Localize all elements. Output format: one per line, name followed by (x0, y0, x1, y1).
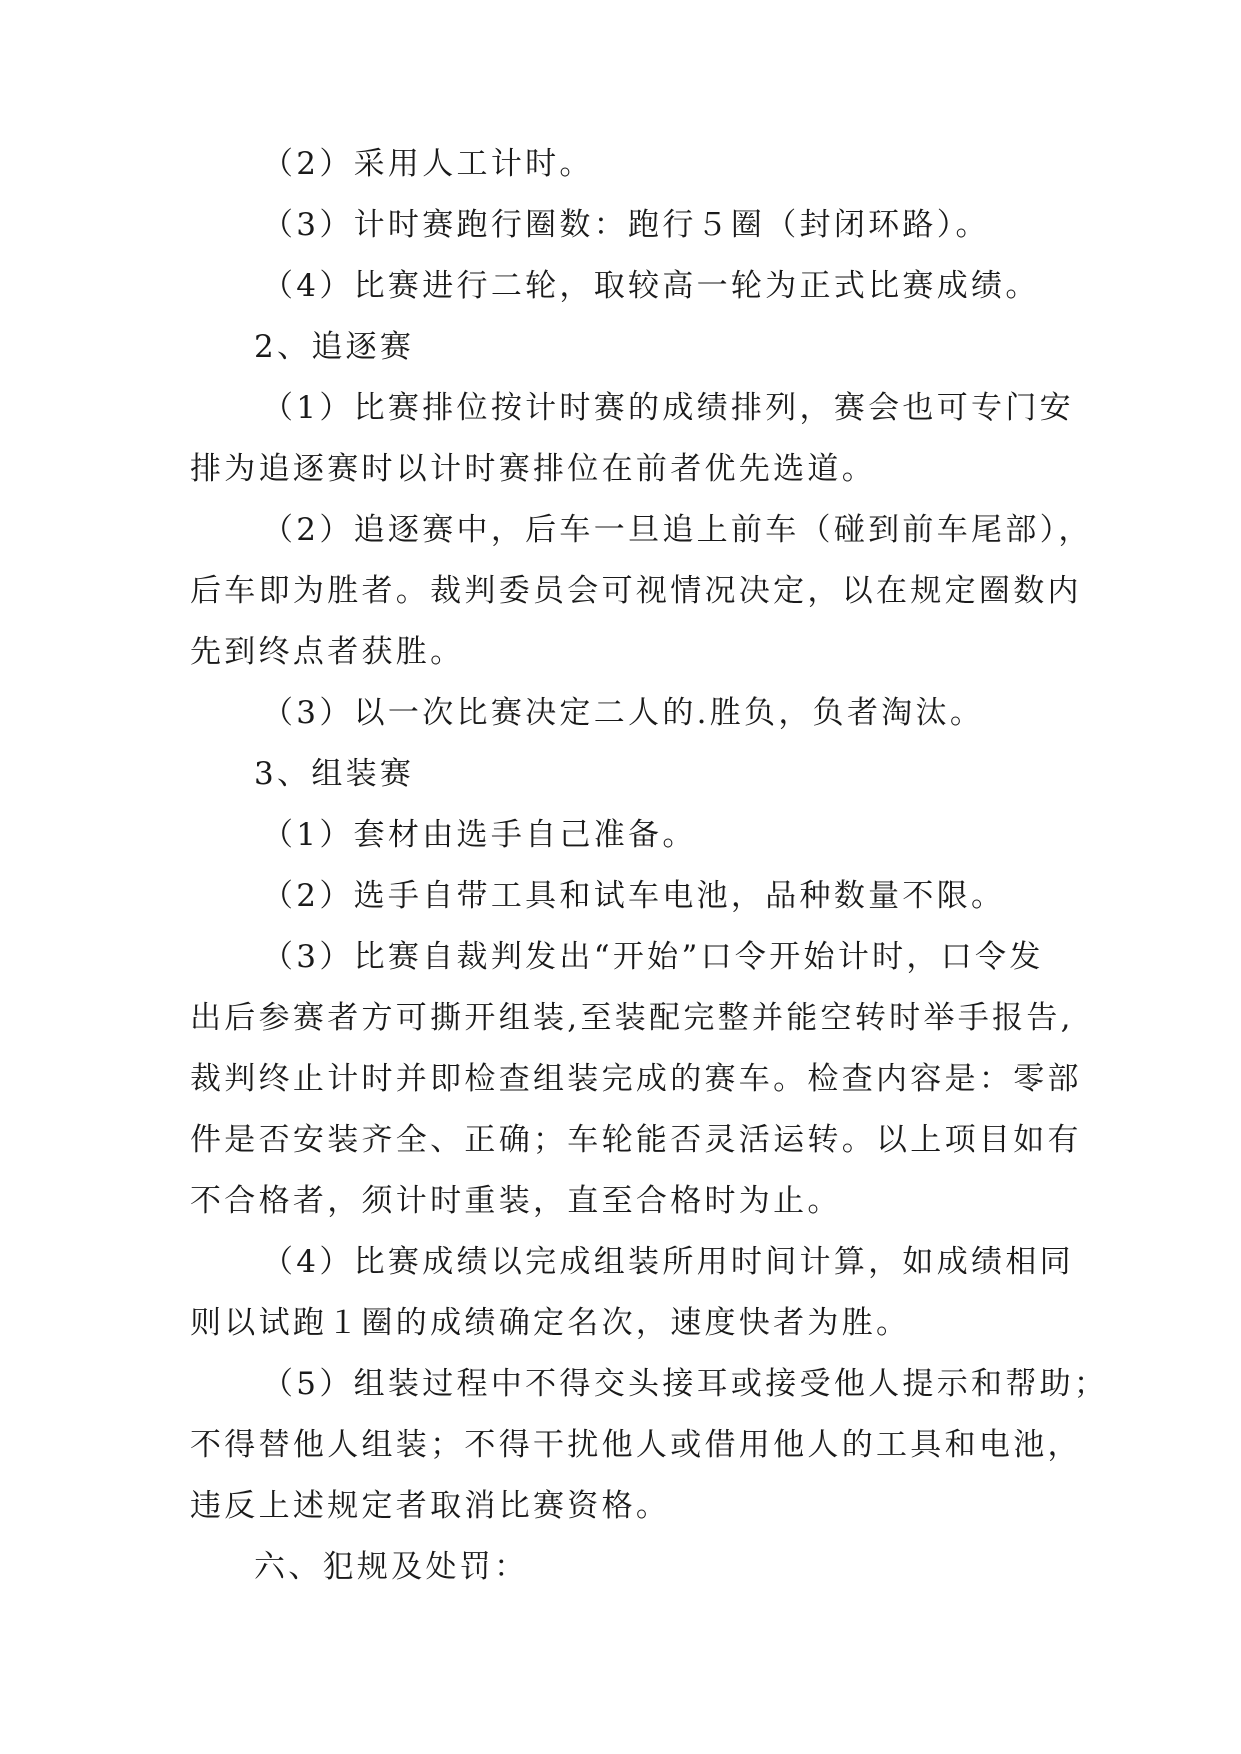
paragraph-line: （3）计时赛跑行圈数：跑行５圈（封闭环路）。 (262, 207, 990, 243)
paragraph-line: （2）追逐赛中，后车一旦追上前车（碰到前车尾部）， (262, 512, 1093, 548)
paragraph-line: 后车即为胜者。裁判委员会可视情况决定，以在规定圈数内 (190, 573, 1082, 609)
paragraph-line: 不得替他人组装；不得干扰他人或借用他人的工具和电池， (190, 1427, 1082, 1463)
section-heading: 六、犯规及处罚： (254, 1549, 529, 1585)
paragraph-line: （2）选手自带工具和试车电池，品种数量不限。 (262, 878, 1006, 914)
paragraph-line: 违反上述规定者取消比赛资格。 (190, 1488, 671, 1524)
paragraph-line: （3）以一次比赛决定二人的.胜负，负者淘汰。 (262, 695, 985, 731)
paragraph-line: 出后参赛者方可撕开组装,至装配完整并能空转时举手报告, (190, 1000, 1074, 1036)
paragraph-line: （1）比赛排位按计时赛的成绩排列，赛会也可专门安 (262, 390, 1074, 426)
paragraph-line: （3）比赛自裁判发出“开始”口令开始计时，口令发 (262, 939, 1044, 975)
paragraph-line: 则以试跑１圈的成绩确定名次，速度快者为胜。 (190, 1305, 911, 1341)
section-heading: 2、追逐赛 (254, 329, 415, 365)
paragraph-line: 排为追逐赛时以计时赛排位在前者优先选道。 (190, 451, 876, 487)
paragraph-line: （4）比赛进行二轮，取较高一轮为正式比赛成绩。 (262, 268, 1040, 304)
section-heading: 3、组装赛 (254, 756, 415, 792)
paragraph-line: 件是否安装齐全、正确；车轮能否灵活运转。以上项目如有 (190, 1122, 1082, 1158)
paragraph-line: 不合格者，须计时重装，直至合格时为止。 (190, 1183, 842, 1219)
paragraph-line: 裁判终止计时并即检查组装完成的赛车。检查内容是：零部 (190, 1061, 1082, 1097)
paragraph-line: （1）套材由选手自己准备。 (262, 817, 697, 853)
paragraph-line: （5）组装过程中不得交头接耳或接受他人提示和帮助； (262, 1366, 1109, 1402)
paragraph-line: （4）比赛成绩以完成组装所用时间计算，如成绩相同 (262, 1244, 1074, 1280)
paragraph-line: 先到终点者获胜。 (190, 634, 465, 670)
paragraph-line: （2）采用人工计时。 (262, 146, 594, 182)
